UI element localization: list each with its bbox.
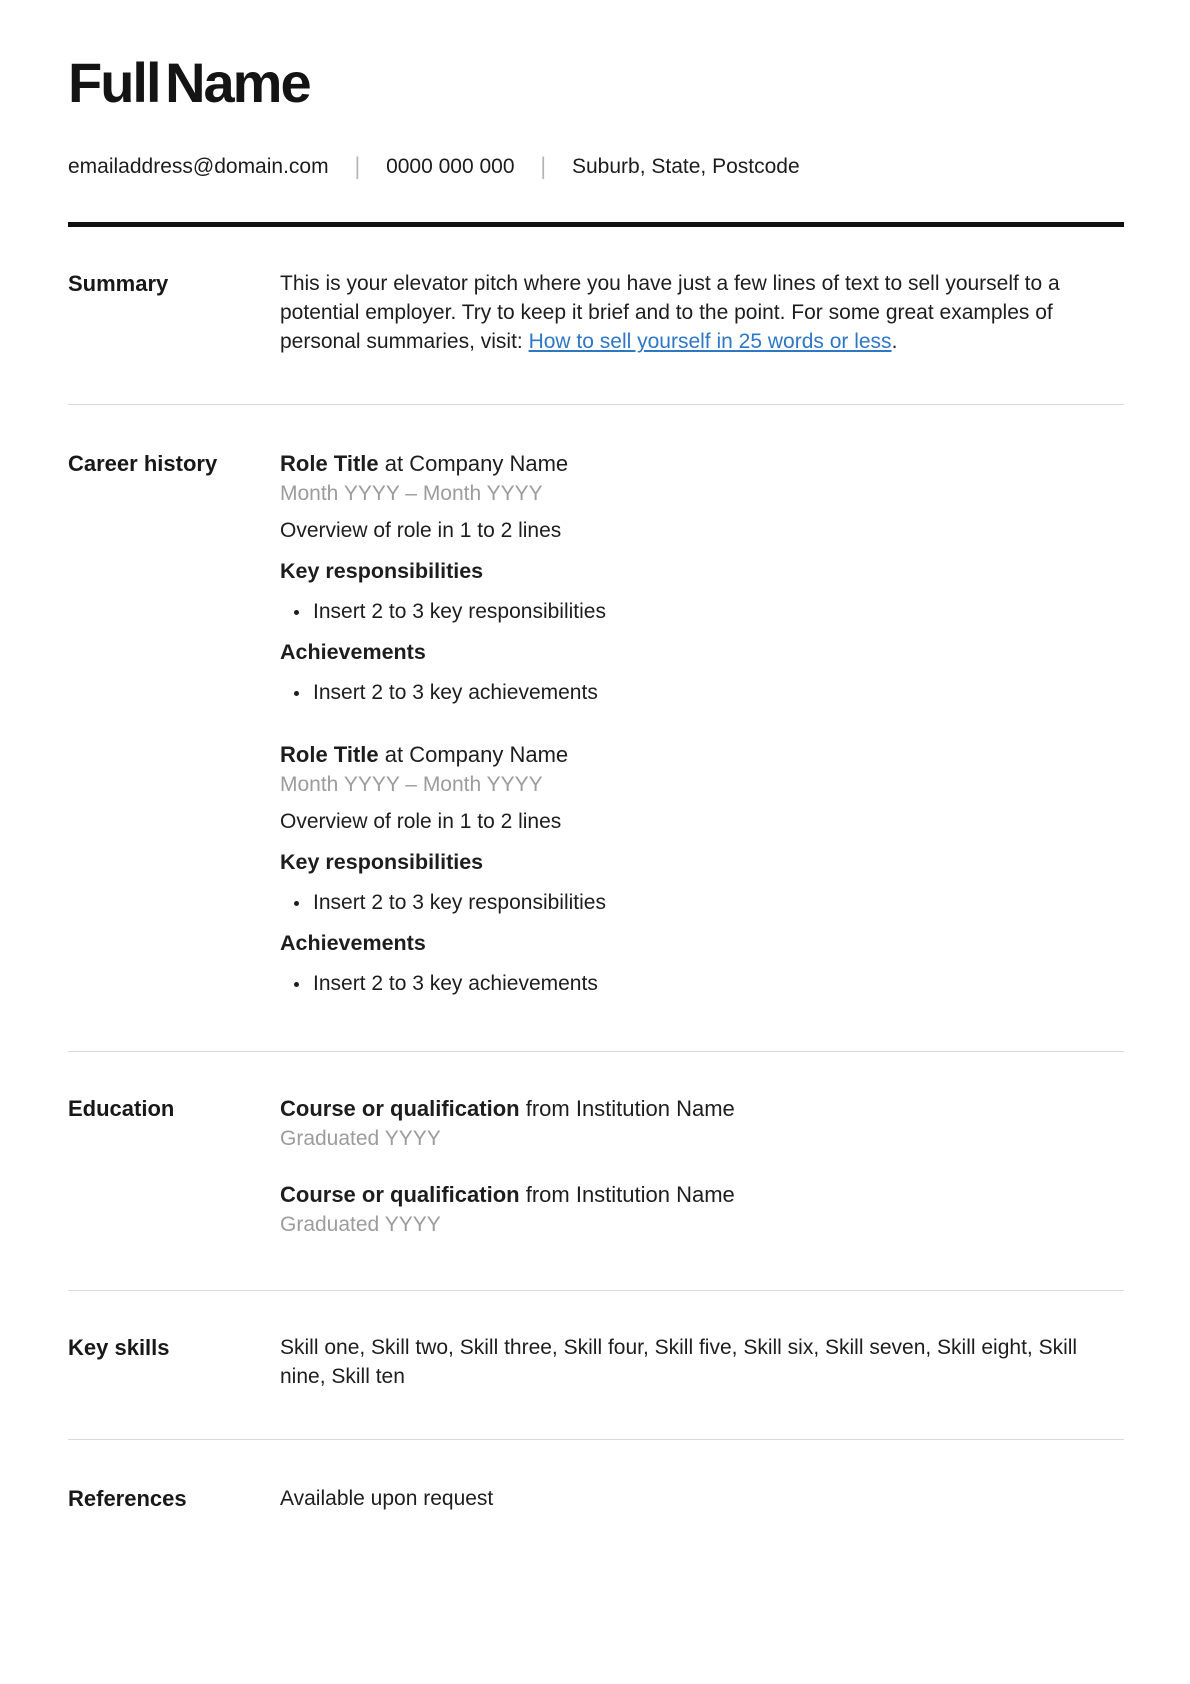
education-course-line [280, 1180, 1124, 1210]
job-achievements-heading: Achievements [280, 640, 426, 665]
education-institution: Institution Name [575, 1182, 735, 1208]
contact-phone: 0000 000 000 [386, 154, 515, 178]
job-company: Company Name [409, 742, 569, 768]
job-role-line [280, 740, 1124, 770]
job-responsibilities-heading: Key responsibilities [280, 559, 484, 584]
education-label: Education [68, 1096, 175, 1122]
job-achievements-heading: Achievements [280, 931, 426, 956]
job-role-line [280, 449, 1124, 479]
section-key-skills [68, 1291, 1124, 1439]
job-role-connector: at [378, 451, 410, 477]
references-label: References [68, 1486, 187, 1512]
summary-text [280, 269, 1124, 356]
summary-text-suffix: . [891, 330, 898, 354]
summary-label: Summary [68, 271, 169, 297]
career-history-label: Career history [68, 451, 218, 477]
section-references [68, 1440, 1124, 1554]
job-overview: Overview of role in 1 to 2 lines [280, 810, 562, 834]
education-connector: from [519, 1096, 576, 1122]
job-responsibilities-list [280, 888, 1124, 918]
job-company: Company Name [409, 451, 569, 477]
job-overview: Overview of role in 1 to 2 lines [280, 519, 562, 543]
job-achievements-list [280, 969, 1124, 999]
education-institution: Institution Name [575, 1096, 735, 1122]
key-skills-label: Key skills [68, 1335, 170, 1361]
education-course: Course or qualification [280, 1096, 520, 1122]
job-entry [280, 449, 1124, 708]
job-responsibilities-list [280, 597, 1124, 627]
job-role-connector: at [378, 742, 410, 768]
contact-row [68, 153, 1124, 180]
page-title: Full Name [68, 51, 310, 114]
education-entry [280, 1094, 1124, 1154]
job-role-title: Role Title [280, 451, 379, 477]
contact-separator: | [354, 153, 361, 180]
job-entry [280, 740, 1124, 999]
section-summary [68, 227, 1124, 404]
job-dates: Month YYYY – Month YYYY [280, 482, 543, 506]
list-item: • Insert 2 to 3 key achievements [311, 678, 1124, 708]
education-course-line [280, 1094, 1124, 1124]
education-connector: from [519, 1182, 576, 1208]
job-responsibilities-heading: Key responsibilities [280, 850, 484, 875]
resume-header [68, 51, 1124, 227]
list-item: • Insert 2 to 3 key responsibilities [311, 888, 1124, 918]
list-item: • Insert 2 to 3 key achievements [311, 969, 1124, 999]
contact-separator: | [540, 153, 546, 180]
key-skills-text: Skill one, Skill two, Skill three, Skill four, Skill five, Skill six, Skill seven, Skill eight, Skill nine, Skill ten [280, 1336, 1078, 1389]
contact-location: Suburb, State, Postcode [572, 154, 800, 178]
section-education [68, 1052, 1124, 1290]
list-item: • Insert 2 to 3 key responsibilities [311, 597, 1124, 627]
education-graduated: Graduated YYYY [280, 1213, 441, 1237]
contact-email: emailaddress@domain.com [68, 154, 329, 178]
references-text: Available upon request [280, 1487, 494, 1511]
section-career-history [68, 405, 1124, 1051]
job-achievements-list [280, 678, 1124, 708]
summary-text-body: This is your elevator pitch where you have just a few lines of text to sell yourself to a potential employer. Try to keep it brief and to the point. For some great examples of personal summaries, visit: [280, 272, 1060, 354]
job-role-title: Role Title [280, 742, 379, 768]
education-graduated: Graduated YYYY [280, 1127, 441, 1151]
education-entry [280, 1180, 1124, 1240]
summary-link[interactable]: How to sell yourself in 25 words or less [528, 330, 892, 354]
job-dates: Month YYYY – Month YYYY [280, 773, 543, 797]
education-course: Course or qualification [280, 1182, 520, 1208]
